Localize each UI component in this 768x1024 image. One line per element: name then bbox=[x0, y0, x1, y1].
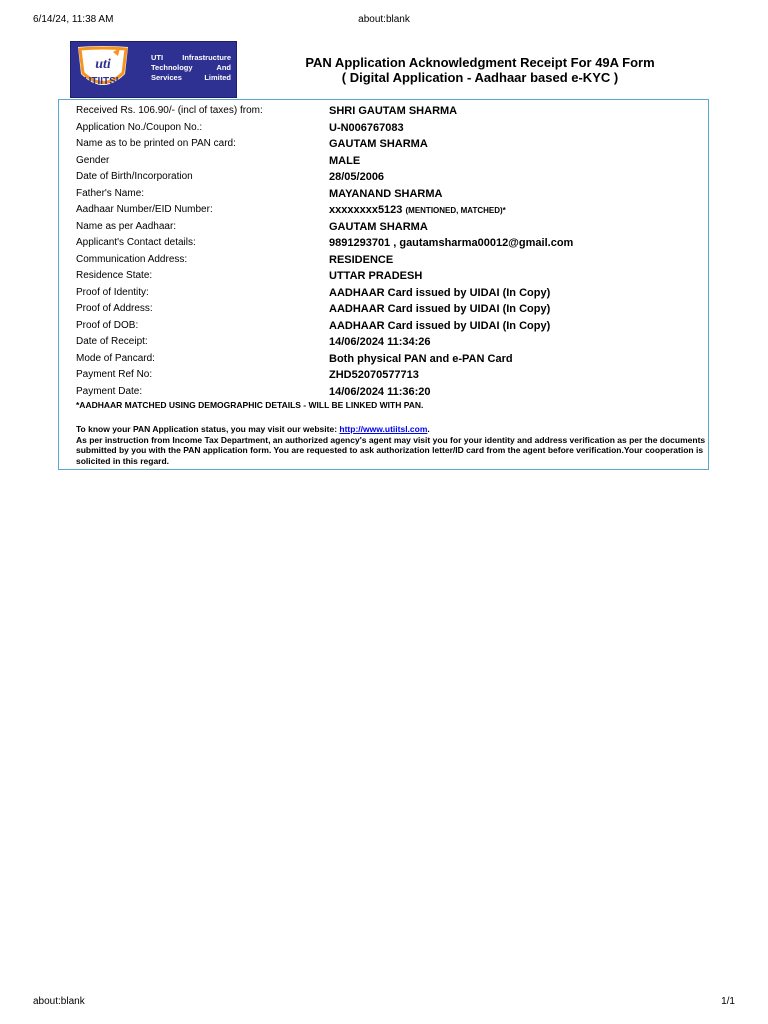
receipt-row bbox=[76, 301, 696, 317]
row-value bbox=[329, 384, 431, 400]
row-label: Mode of Pancard: bbox=[76, 352, 155, 364]
row-value bbox=[329, 285, 550, 301]
row-value bbox=[329, 186, 442, 202]
row-value-text: 9891293701 , gautamsharma00012@gmail.com bbox=[329, 237, 574, 249]
row-label: Name as to be printed on PAN card: bbox=[76, 138, 236, 149]
receipt-row bbox=[76, 219, 696, 235]
print-footer-page: 1/1 bbox=[721, 996, 735, 1007]
row-value bbox=[329, 334, 431, 350]
status-info bbox=[76, 424, 706, 435]
utiitsl-logo bbox=[70, 41, 237, 98]
row-value bbox=[329, 103, 457, 119]
verification-instruction: As per instruction from Income Tax Department, an authorized agency's agent may visit you for your identity and address verification as per the documents submitted by you with the PAN application form. You are requested to ask authorization letter/ID card from the agent before verification.Your cooperation is solicited in this regard. bbox=[76, 434, 706, 466]
status-end: . bbox=[427, 424, 430, 434]
receipt-row bbox=[76, 367, 696, 383]
row-label: Date of Receipt: bbox=[76, 336, 148, 347]
row-value-text: 28/05/2006 bbox=[329, 171, 385, 183]
row-value-text: AADHAAR Card issued by UIDAI (In Copy) bbox=[329, 319, 551, 332]
logo-company-name bbox=[151, 53, 231, 83]
row-value-text: RESIDENCE bbox=[329, 253, 394, 266]
row-label: Date of Birth/Incorporation bbox=[76, 171, 193, 182]
row-label: Gender bbox=[76, 154, 110, 166]
row-label: Received Rs. 106.90/- (incl of taxes) from: bbox=[76, 105, 263, 116]
receipt-row bbox=[76, 384, 696, 400]
row-value bbox=[329, 268, 422, 284]
row-label: Proof of Address: bbox=[76, 303, 153, 314]
receipt-row bbox=[76, 252, 696, 268]
receipt-row bbox=[76, 268, 696, 284]
row-value-text: GAUTAM SHARMA bbox=[329, 220, 428, 233]
row-value-text: AADHAAR Card issued by UIDAI (In Copy) bbox=[329, 286, 551, 299]
receipt-row bbox=[76, 120, 696, 136]
row-value-text: MALE bbox=[329, 154, 361, 167]
print-header-datetime: 6/14/24, 11:38 AM bbox=[33, 14, 114, 25]
row-label: Proof of Identity: bbox=[76, 286, 149, 298]
row-value-text: U-N006767083 bbox=[329, 121, 404, 134]
row-value bbox=[329, 169, 384, 185]
row-value-text: ZHD52070577713 bbox=[329, 369, 419, 381]
logo-word: Technology bbox=[151, 63, 193, 72]
receipt-row bbox=[76, 153, 696, 169]
utiitsl-website-link[interactable]: http://www.utiitsl.com bbox=[339, 424, 428, 434]
row-label: Payment Ref No: bbox=[76, 369, 153, 380]
row-value-text: UTTAR PRADESH bbox=[329, 270, 423, 282]
row-value bbox=[329, 318, 550, 334]
row-value-text: Both physical PAN and e-PAN Card bbox=[329, 352, 513, 365]
row-value bbox=[329, 252, 393, 268]
logo-word: UTI bbox=[151, 53, 164, 62]
row-label: Father's Name: bbox=[76, 187, 145, 199]
title-line-2: ( Digital Application - Aadhaar based e-KYC ) bbox=[341, 70, 619, 85]
receipt-details-box bbox=[58, 99, 709, 470]
row-value-text: MAYANAND SHARMA bbox=[329, 187, 443, 200]
receipt-row bbox=[76, 186, 696, 202]
row-label: Payment Date: bbox=[76, 385, 143, 397]
receipt-row bbox=[76, 103, 696, 119]
receipt-row bbox=[76, 169, 696, 185]
row-label: Applicant's Contact details: bbox=[76, 237, 196, 248]
row-value-text: xxxxxxxx5123 bbox=[329, 204, 403, 216]
info-block bbox=[76, 424, 706, 466]
logo-word: Services bbox=[151, 73, 182, 82]
row-label: Communication Address: bbox=[76, 253, 188, 265]
row-label: Application No./Coupon No.: bbox=[76, 121, 203, 133]
receipt-row bbox=[76, 285, 696, 301]
logo-brand-large: UTIITSL bbox=[84, 76, 122, 87]
uti-emblem-icon bbox=[73, 44, 133, 94]
logo-word: And bbox=[216, 63, 231, 72]
row-value bbox=[329, 351, 513, 367]
print-footer-url: about:blank bbox=[33, 996, 85, 1007]
print-header-title: about:blank bbox=[358, 14, 410, 25]
row-value-text: AADHAAR Card issued by UIDAI (In Copy) bbox=[329, 303, 551, 315]
row-label: Residence State: bbox=[76, 270, 153, 281]
logo-brand-small: uti bbox=[95, 57, 111, 72]
receipt-row bbox=[76, 136, 696, 152]
row-value-text: SHRI GAUTAM SHARMA bbox=[329, 105, 458, 117]
row-label: Proof of DOB: bbox=[76, 319, 139, 331]
row-value-text: GAUTAM SHARMA bbox=[329, 138, 428, 150]
receipt-row bbox=[76, 202, 696, 218]
row-value-text: 14/06/2024 11:34:26 bbox=[329, 336, 431, 348]
logo-word: Limited bbox=[204, 73, 231, 82]
receipt-row bbox=[76, 351, 696, 367]
status-text: To know your PAN Application status, you may visit our website: bbox=[76, 424, 338, 434]
row-value bbox=[329, 202, 506, 219]
row-label: Name as per Aadhaar: bbox=[76, 220, 177, 232]
document-title bbox=[245, 55, 715, 85]
row-value-text: 14/06/2024 11:36:20 bbox=[329, 385, 431, 398]
row-value-note: (MENTIONED, MATCHED)* bbox=[405, 206, 506, 215]
title-line-1: PAN Application Acknowledgment Receipt For 49A Form bbox=[305, 55, 655, 70]
receipt-row bbox=[76, 235, 696, 251]
row-value bbox=[329, 367, 419, 383]
row-value bbox=[329, 301, 550, 317]
row-value bbox=[329, 219, 428, 235]
row-value bbox=[329, 153, 360, 169]
logo-word: Infrastructure bbox=[182, 53, 231, 62]
aadhaar-footnote: *AADHAAR MATCHED USING DEMOGRAPHIC DETAILS - WILL BE LINKED WITH PAN. bbox=[76, 400, 424, 410]
receipt-row bbox=[76, 334, 696, 350]
receipt-row bbox=[76, 318, 696, 334]
row-value bbox=[329, 235, 573, 251]
row-value bbox=[329, 136, 428, 152]
row-label: Aadhaar Number/EID Number: bbox=[76, 204, 213, 215]
row-value bbox=[329, 120, 404, 136]
